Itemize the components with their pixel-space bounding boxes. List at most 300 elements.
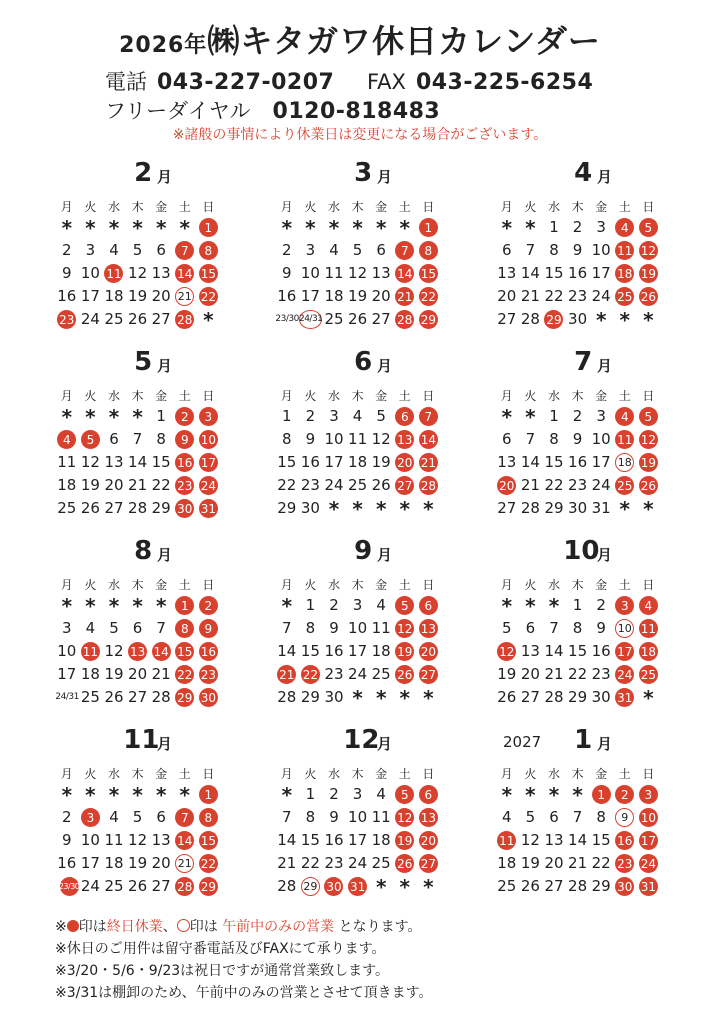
holiday-day: 12 xyxy=(637,239,661,262)
weekday-label: 日 xyxy=(642,578,655,592)
empty-day-marker: * xyxy=(85,404,96,429)
empty-day-marker: * xyxy=(61,215,73,240)
weekday-label: 土 xyxy=(178,767,191,781)
weekday-label: 月 xyxy=(60,389,73,403)
day-cell: 21 xyxy=(151,665,171,683)
weekday-label: 水 xyxy=(327,389,340,403)
weekday-label: 木 xyxy=(131,200,144,214)
day-cell: 9 xyxy=(329,619,339,637)
month-unit: 月 xyxy=(597,168,613,186)
day-cell: 11 xyxy=(57,453,77,471)
holiday-day: 3 xyxy=(197,405,221,428)
day-cell: 13 xyxy=(497,453,517,471)
week-row xyxy=(275,285,455,308)
holiday-day: 5 xyxy=(393,594,417,617)
holiday-day: 21 xyxy=(417,451,441,474)
day-cell: 27 xyxy=(497,310,517,328)
half-day: 18 xyxy=(613,451,637,474)
day-cell: 25 xyxy=(348,476,368,494)
month-number: 7 xyxy=(574,347,593,377)
day-cell: 26 xyxy=(104,688,124,706)
day-cell: 18 xyxy=(104,854,124,872)
day-cell: 25 xyxy=(371,854,391,872)
day-cell: 24 xyxy=(348,665,368,683)
footnote-2: ※休日のご用件は留守番電話及びFAXにて承ります。 xyxy=(55,941,386,957)
holiday-day: 10 xyxy=(637,806,661,829)
holiday-day: 8 xyxy=(417,239,441,262)
holiday-day: 14 xyxy=(417,428,441,451)
month-number: 10 xyxy=(563,536,600,566)
holiday-day: 3 xyxy=(613,594,637,617)
day-cell: 10 xyxy=(300,264,320,282)
weekday-label: 火 xyxy=(304,578,317,592)
month-11 xyxy=(275,725,455,898)
half-day: 29 xyxy=(299,875,323,898)
day-cell: 20 xyxy=(151,287,171,305)
week-row xyxy=(275,216,455,239)
day-cell: 28 xyxy=(277,877,297,895)
day-cell: 23 xyxy=(568,476,588,494)
month-header xyxy=(275,158,455,192)
month-number: 6 xyxy=(354,347,373,377)
week-row xyxy=(55,428,235,451)
day-cell: 12 xyxy=(520,831,540,849)
holiday-day: 16 xyxy=(197,640,221,663)
month-12 xyxy=(495,725,675,898)
weekday-label: 日 xyxy=(422,578,435,592)
week-row xyxy=(55,640,235,663)
weekday-label: 日 xyxy=(422,767,435,781)
empty-day-marker: * xyxy=(155,782,167,807)
day-cell: 2 xyxy=(329,596,339,614)
day-cell: 28 xyxy=(277,688,297,706)
day-cell: 30 xyxy=(300,499,320,517)
holiday-day: 26 xyxy=(393,852,417,875)
morning-only-label: 午前中のみの営業 xyxy=(222,919,335,935)
day-cell: 4 xyxy=(329,241,339,259)
empty-day-marker: * xyxy=(352,496,363,521)
day-cell: 11 xyxy=(371,619,391,637)
weekday-label: 月 xyxy=(280,767,293,781)
day-cell: 24 xyxy=(324,476,344,494)
day-cell: 25 xyxy=(497,877,517,895)
day-cell: 19 xyxy=(80,476,100,494)
day-cell: 15 xyxy=(277,453,297,471)
weekday-header xyxy=(495,387,675,405)
holiday-day: 18 xyxy=(637,640,661,663)
day-cell: 24 xyxy=(591,476,611,494)
day-cell: 17 xyxy=(348,831,368,849)
week-row xyxy=(55,451,235,474)
day-cell: 17 xyxy=(57,665,77,683)
empty-day-marker: * xyxy=(501,593,513,618)
weekday-label: 日 xyxy=(642,200,655,214)
holiday-day: 27 xyxy=(417,852,441,875)
day-cell: 8 xyxy=(549,241,559,259)
holiday-day: 25 xyxy=(613,474,637,497)
day-cell: 14 xyxy=(277,831,297,849)
empty-day-marker: * xyxy=(328,496,340,521)
holiday-day: 27 xyxy=(417,663,441,686)
day-cell: 15 xyxy=(544,264,564,282)
holiday-day: 26 xyxy=(637,285,661,308)
weekday-label: 木 xyxy=(351,389,364,403)
holiday-day: 1 xyxy=(197,216,221,239)
day-cell: 20 xyxy=(128,665,148,683)
day-cell: 29 xyxy=(544,499,564,517)
weekday-label: 水 xyxy=(107,200,120,214)
week-row xyxy=(275,663,455,686)
holiday-dot-icon xyxy=(67,920,79,932)
day-cell: 2 xyxy=(282,241,292,259)
day-cell: 22 xyxy=(151,476,171,494)
day-cell: 9 xyxy=(62,264,72,282)
day-cell: 6 xyxy=(502,430,512,448)
holiday-day: 15 xyxy=(197,829,221,852)
month-unit: 月 xyxy=(377,168,393,186)
day-cell: 22 xyxy=(300,854,320,872)
day-cell: 12 xyxy=(371,430,391,448)
day-cell: 19 xyxy=(371,453,391,471)
holiday-day: 23 xyxy=(173,474,197,497)
tel-number: 043-227-0207 xyxy=(157,70,335,95)
holiday-day: 29 xyxy=(417,308,441,331)
day-cell: 10 xyxy=(348,619,368,637)
holiday-day: 14 xyxy=(173,262,197,285)
holiday-day: 1 xyxy=(173,594,197,617)
week-row xyxy=(55,617,235,640)
month-header xyxy=(55,536,235,570)
empty-day-marker: * xyxy=(132,593,143,618)
day-cell: 25 xyxy=(57,499,77,517)
weekday-label: 火 xyxy=(84,200,97,214)
weekday-label: 土 xyxy=(398,578,411,592)
empty-day-marker: * xyxy=(399,685,410,710)
holiday-day: 12 xyxy=(393,806,417,829)
month-header xyxy=(495,725,675,759)
weekday-label: 金 xyxy=(595,767,608,781)
holiday-day: 12 xyxy=(637,428,661,451)
holiday-day: 15 xyxy=(417,262,441,285)
weekday-label: 水 xyxy=(327,200,340,214)
full-closure-label: 終日休業 xyxy=(106,919,163,935)
day-cell: 2 xyxy=(329,785,339,803)
holiday-day: 31 xyxy=(613,686,637,709)
empty-day-marker: * xyxy=(595,307,607,332)
day-cell: 17 xyxy=(591,264,611,282)
weekday-label: 日 xyxy=(642,389,655,403)
weekday-label: 金 xyxy=(155,578,168,592)
empty-day-marker: * xyxy=(501,404,513,429)
day-cell: 6 xyxy=(525,619,536,637)
page-title xyxy=(0,16,720,62)
day-cell: 8 xyxy=(156,430,166,448)
footnote-3: ※3/20・5/6・9/23は祝日ですが通常営業致します。 xyxy=(55,963,390,979)
weekday-label: 水 xyxy=(107,389,120,403)
half-day: 24/31 xyxy=(299,308,323,331)
day-cell: 30 xyxy=(324,688,344,706)
day-cell: 6 xyxy=(156,808,166,826)
day-cell: 1 xyxy=(305,785,316,803)
day-cell: 16 xyxy=(568,453,588,471)
month-5 xyxy=(275,347,455,520)
day-cell: 5 xyxy=(109,619,119,637)
weekday-label: 木 xyxy=(571,389,584,403)
weekday-header xyxy=(495,576,675,594)
week-row xyxy=(495,594,675,617)
day-cell: 1 xyxy=(282,407,292,425)
day-cell: 4 xyxy=(502,808,512,826)
day-cell: 10 xyxy=(348,808,368,826)
weekday-label: 火 xyxy=(84,767,97,781)
day-cell: 9 xyxy=(596,619,606,637)
holiday-day: 11 xyxy=(613,428,637,451)
day-cell: 27 xyxy=(520,688,540,706)
half-day: 21 xyxy=(173,852,197,875)
week-row xyxy=(495,451,675,474)
holiday-day: 8 xyxy=(173,617,197,640)
week-row xyxy=(495,428,675,451)
day-cell: 29 xyxy=(568,688,588,706)
weekday-label: 日 xyxy=(202,578,215,592)
day-cell: 21 xyxy=(568,854,588,872)
holiday-day: 1 xyxy=(197,783,221,806)
day-cell: 17 xyxy=(324,453,344,471)
week-row xyxy=(495,829,675,852)
holiday-day: 13 xyxy=(126,640,150,663)
empty-day-marker: * xyxy=(375,874,387,899)
day-cell: 28 xyxy=(128,499,148,517)
day-cell: 7 xyxy=(549,619,559,637)
weekday-label: 土 xyxy=(398,200,411,214)
holiday-day: 19 xyxy=(393,640,417,663)
weekday-label: 火 xyxy=(304,389,317,403)
week-row xyxy=(275,829,455,852)
day-cell: 25 xyxy=(104,310,124,328)
day-cell: 16 xyxy=(57,854,77,872)
holiday-day: 20 xyxy=(393,451,417,474)
day-cell: 29 xyxy=(300,688,320,706)
empty-day-marker: * xyxy=(281,215,293,240)
weekday-label: 水 xyxy=(327,767,340,781)
month-unit: 月 xyxy=(597,546,613,564)
day-cell: 1 xyxy=(572,596,583,614)
weekday-header xyxy=(55,387,235,405)
holiday-day: 26 xyxy=(637,474,661,497)
holiday-day: 11 xyxy=(495,829,519,852)
month-number: 2 xyxy=(134,158,153,188)
weekday-label: 火 xyxy=(304,200,317,214)
day-cell: 3 xyxy=(352,785,363,803)
holiday-day: 9 xyxy=(173,428,197,451)
contact-line-1 xyxy=(105,68,593,97)
month-year: 2027 xyxy=(503,733,542,751)
weekday-label: 月 xyxy=(60,200,73,214)
weekday-label: 日 xyxy=(202,767,215,781)
weekday-label: 木 xyxy=(351,767,364,781)
week-row xyxy=(275,594,455,617)
day-cell: 2 xyxy=(572,218,583,236)
day-cell: 21 xyxy=(520,287,540,305)
month-unit: 月 xyxy=(377,357,393,375)
month-number: 3 xyxy=(354,158,373,188)
footnote-text: 印は xyxy=(189,919,223,935)
empty-day-marker: * xyxy=(132,782,143,807)
week-row xyxy=(495,405,675,428)
month-header xyxy=(495,536,675,570)
weekday-header xyxy=(275,198,455,216)
day-cell: 3 xyxy=(352,596,363,614)
holiday-day: 15 xyxy=(197,262,221,285)
holiday-day: 28 xyxy=(173,308,197,331)
freedial-number: 0120-818483 xyxy=(272,99,441,124)
empty-day-marker: * xyxy=(61,593,73,618)
day-cell: 14 xyxy=(277,642,297,660)
day-cell: 13 xyxy=(544,831,564,849)
fax-label: FAX xyxy=(367,70,406,94)
week-row xyxy=(275,852,455,875)
holiday-day: 20 xyxy=(417,829,441,852)
holiday-day: 14 xyxy=(173,829,197,852)
month-header xyxy=(55,158,235,192)
day-cell: 7 xyxy=(282,808,292,826)
holiday-day: 7 xyxy=(393,239,417,262)
day-cell: 13 xyxy=(497,264,517,282)
day-cell: 7 xyxy=(525,430,536,448)
empty-day-marker: * xyxy=(572,782,583,807)
empty-day-marker: * xyxy=(132,215,143,240)
day-cell: 17 xyxy=(591,453,611,471)
month-number: 12 xyxy=(343,725,380,755)
holiday-day: 4 xyxy=(613,405,637,428)
half-day: 21 xyxy=(173,285,197,308)
empty-day-marker: * xyxy=(155,593,167,618)
day-cell: 8 xyxy=(596,808,606,826)
holiday-day: 24 xyxy=(613,663,637,686)
day-cell: 21 xyxy=(128,476,148,494)
empty-day-marker: * xyxy=(328,215,340,240)
holiday-day: 31 xyxy=(197,497,221,520)
day-cell: 9 xyxy=(282,264,292,282)
holiday-day: 6 xyxy=(417,594,441,617)
day-cell: 22 xyxy=(544,476,564,494)
day-cell: 12 xyxy=(348,264,368,282)
day-cell: 14 xyxy=(544,642,564,660)
holiday-day: 21 xyxy=(275,663,299,686)
weekday-label: 月 xyxy=(500,578,513,592)
footnote-1 xyxy=(55,916,433,938)
weekday-header xyxy=(495,765,675,783)
holiday-day: 23 xyxy=(613,852,637,875)
weekday-label: 日 xyxy=(202,389,215,403)
holiday-day: 11 xyxy=(613,239,637,262)
empty-day-marker: * xyxy=(548,593,560,618)
week-row xyxy=(55,497,235,520)
week-row xyxy=(55,474,235,497)
empty-day-marker: * xyxy=(85,215,96,240)
weekday-label: 土 xyxy=(178,200,191,214)
day-cell: 17 xyxy=(80,854,100,872)
week-row xyxy=(55,405,235,428)
holiday-day: 22 xyxy=(417,285,441,308)
day-cell: 21 xyxy=(544,665,564,683)
empty-day-marker: * xyxy=(108,404,120,429)
holiday-day: 1 xyxy=(417,216,441,239)
half-day: 10 xyxy=(613,617,637,640)
month-unit: 月 xyxy=(157,735,173,753)
empty-day-marker: * xyxy=(179,782,190,807)
day-cell: 16 xyxy=(277,287,297,305)
day-cell: 17 xyxy=(348,642,368,660)
weekday-label: 金 xyxy=(155,767,168,781)
day-cell: 22 xyxy=(544,287,564,305)
holiday-day: 22 xyxy=(173,663,197,686)
holiday-day: 11 xyxy=(79,640,103,663)
day-cell: 16 xyxy=(591,642,611,660)
empty-day-marker: * xyxy=(352,215,363,240)
day-cell: 16 xyxy=(324,642,344,660)
day-cell: 28 xyxy=(520,499,540,517)
half-day-ring-icon xyxy=(177,919,190,932)
empty-day-marker: * xyxy=(525,782,536,807)
day-cell: 27 xyxy=(544,877,564,895)
weekday-label: 土 xyxy=(398,767,411,781)
tel-label: 電話 xyxy=(105,70,147,94)
day-cell: 18 xyxy=(371,642,391,660)
empty-day-marker: * xyxy=(132,404,143,429)
day-cell: 7 xyxy=(132,430,143,448)
day-cell: 27 xyxy=(128,688,148,706)
holiday-day: 2 xyxy=(173,405,197,428)
day-cell: 8 xyxy=(305,619,316,637)
holiday-day: 31 xyxy=(637,875,661,898)
week-row xyxy=(55,239,235,262)
day-cell: 8 xyxy=(549,430,559,448)
weekday-label: 土 xyxy=(618,578,631,592)
day-cell: 30 xyxy=(591,688,611,706)
day-cell: 23 xyxy=(324,665,344,683)
holiday-day: 4 xyxy=(637,594,661,617)
day-cell: 5 xyxy=(132,241,143,259)
day-cell: 18 xyxy=(371,831,391,849)
day-cell: 6 xyxy=(376,241,386,259)
weekday-label: 日 xyxy=(422,200,435,214)
month-header xyxy=(275,725,455,759)
empty-day-marker: * xyxy=(619,496,630,521)
week-row xyxy=(275,239,455,262)
day-cell: 3 xyxy=(305,241,316,259)
day-cell: 12 xyxy=(104,642,124,660)
week-row xyxy=(55,663,235,686)
footnote-sep: 、 xyxy=(162,919,177,935)
holiday-day: 24 xyxy=(197,474,221,497)
day-cell: 20 xyxy=(151,854,171,872)
day-cell: 13 xyxy=(104,453,124,471)
empty-day-marker: * xyxy=(85,782,96,807)
weekday-header xyxy=(55,765,235,783)
footnote-text: となります。 xyxy=(334,919,422,935)
weekday-header xyxy=(275,576,455,594)
weekday-label: 木 xyxy=(571,200,584,214)
day-cell: 20 xyxy=(520,665,540,683)
day-cell: 14 xyxy=(568,831,588,849)
day-cell: 28 xyxy=(568,877,588,895)
day-cell: 26 xyxy=(520,877,540,895)
empty-day-marker: * xyxy=(375,496,387,521)
day-cell: 11 xyxy=(348,430,368,448)
day-cell: 24 xyxy=(80,877,100,895)
day-cell: 26 xyxy=(371,476,391,494)
